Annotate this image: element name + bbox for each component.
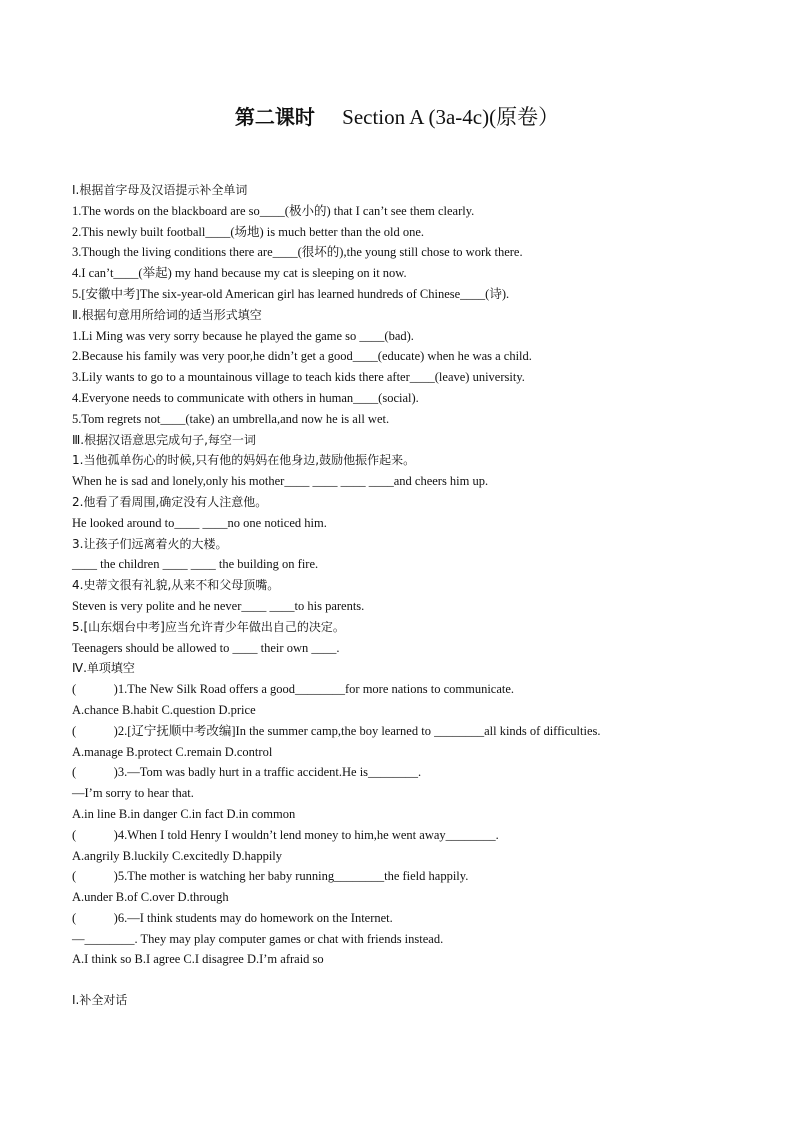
question-line: ( )5.The mother is watching her baby running________the field happily. [72,869,469,884]
question-line: 5.[安徽中考]The six-year-old American girl has learned hundreds of Chinese____(诗). [72,286,510,301]
question-line: 1.Li Ming was very sorry because he played the game so ____(bad). [72,328,414,343]
question-line: ( )3.—Tom was badly hurt in a traffic accident.He is________. [72,765,422,780]
question-line: —I’m sorry to hear that. [72,786,194,801]
question-line: ( )1.The New Silk Road offers a good________for more nations to communicate. [72,682,515,697]
title-lesson: 第二课时 [234,105,315,129]
question-line: He looked around to____ ____no one noticed him. [72,515,327,530]
question-line: 2.This newly built football____(场地) is much better than the old one. [72,224,425,239]
title-section: Section A (3a-4c)(原卷） [342,105,560,129]
question-line: When he is sad and lonely,only his mother____ ____ ____ ____and cheers him up. [72,474,489,489]
chinese-prompt: 3.让孩子们远离着火的大楼。 [72,536,228,551]
chinese-prompt: 1.当他孤单伤心的时候,只有他的妈妈在他身边,鼓励他振作起来。 [72,453,416,468]
question-line: 4.I can’t____(举起) my hand because my cat is sleeping on it now. [72,266,407,281]
page-title [0,103,794,131]
answer-options: A.angrily B.luckily C.excitedly D.happily [72,848,283,863]
question-line: —________. They may play computer games or chat with friends instead. [72,931,444,946]
question-line: ____ the children ____ ____ the building on fire. [72,557,319,572]
answer-options: A.I think so B.I agree C.I disagree D.I’m afraid so [72,952,324,967]
answer-options: A.chance B.habit C.question D.price [72,702,256,717]
question-line: ( )6.—I think students may do homework on the Internet. [72,910,393,925]
exercise-body [72,180,772,970]
question-line: Teenagers should be allowed to ____ their own ____. [72,640,340,655]
chinese-prompt: 5.[山东烟台中考]应当允许青少年做出自己的决定。 [72,619,345,634]
section-heading: Ⅳ.单项填空 [72,661,135,676]
section-heading: Ⅲ.根据汉语意思完成句子,每空一词 [72,432,256,447]
question-line: Steven is very polite and he never____ ____to his parents. [72,598,365,613]
answer-options: A.manage B.protect C.remain D.control [72,744,273,759]
question-line: 2.Because his family was very poor,he didn’t get a good____(educate) when he was a child. [72,349,532,364]
section-heading: Ⅱ.根据句意用所给词的适当形式填空 [72,307,262,322]
chinese-prompt: 2.他看了看周围,确定没有人注意他。 [72,494,268,509]
question-line: ( )2.[辽宁抚顺中考改编]In the summer camp,the boy learned to ________all kinds of difficulties. [72,723,601,738]
section-heading-dialogue: Ⅰ.补全对话 [72,993,128,1007]
question-line: 3.Though the living conditions there are____(很坏的),the young still chose to work there. [72,245,523,260]
section-heading: Ⅰ.根据首字母及汉语提示补全单词 [72,183,248,197]
question-line: 4.Everyone needs to communicate with others in human____(social). [72,390,419,405]
chinese-prompt: 4.史蒂文很有礼貌,从来不和父母顶嘴。 [72,578,280,593]
question-line: 3.Lily wants to go to a mountainous village to teach kids there after____(leave) university. [72,370,525,385]
question-line: ( )4.When I told Henry I wouldn’t lend money to him,he went away________. [72,827,499,842]
question-line: 5.Tom regrets not____(take) an umbrella,and now he is all wet. [72,411,390,426]
question-line: 1.The words on the blackboard are so____(极小的) that I can’t see them clearly. [72,203,475,218]
answer-options: A.under B.of C.over D.through [72,890,229,905]
answer-options: A.in line B.in danger C.in fact D.in common [72,806,296,821]
